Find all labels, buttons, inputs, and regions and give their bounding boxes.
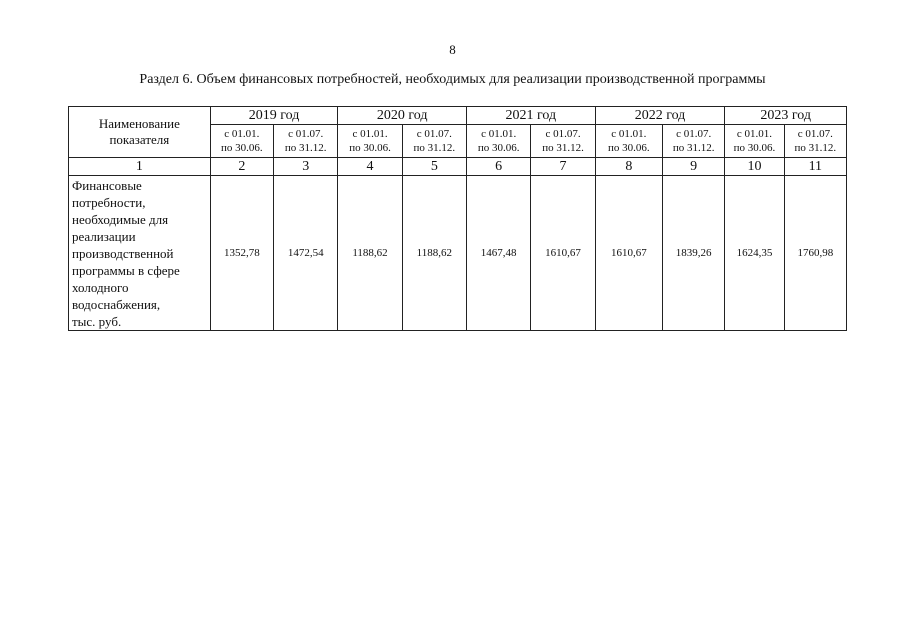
indicator-name-header [69, 107, 211, 158]
value-cell: 1610,67 [595, 176, 662, 331]
value-cell: 1188,62 [402, 176, 466, 331]
period-to: по 30.06. [221, 142, 263, 154]
period-from: с 01.07. [676, 128, 712, 140]
value-cell: 1839,26 [663, 176, 725, 331]
period-from: с 01.07. [288, 128, 324, 140]
column-number: 2 [210, 158, 273, 176]
column-number: 5 [402, 158, 466, 176]
period-from: с 01.01. [352, 128, 388, 140]
period-from: с 01.07. [416, 128, 452, 140]
period-from: с 01.01. [224, 128, 260, 140]
period-from: с 01.01. [611, 128, 647, 140]
indicator-name-line: программы в сфере [72, 263, 180, 278]
period-header [338, 125, 402, 158]
value-cell: 1624,35 [725, 176, 784, 331]
indicator-name-line: необходимые для [72, 212, 169, 227]
column-number: 6 [467, 158, 531, 176]
year-header: 2022 год [595, 107, 725, 125]
indicator-name-header-line: Наименование [98, 116, 180, 131]
value-cell: 1760,98 [784, 176, 846, 331]
period-header [595, 125, 662, 158]
period-to: по 31.12. [794, 142, 837, 154]
financial-needs-table [68, 106, 847, 331]
value-cell: 1352,78 [210, 176, 273, 331]
section-title: Раздел 6. Объем финансовых потребностей, необходимых для реализации производственной программы [139, 72, 766, 87]
column-number: 7 [531, 158, 595, 176]
indicator-name-line: потребности, [72, 195, 146, 210]
period-from: с 01.07. [797, 128, 833, 140]
period-header [210, 125, 273, 158]
indicator-name-line: реализации [72, 229, 136, 244]
value-cell: 1188,62 [338, 176, 402, 331]
column-number: 11 [784, 158, 846, 176]
period-header [402, 125, 466, 158]
period-to: по 30.06. [349, 142, 391, 154]
period-header [725, 125, 784, 158]
period-to: по 31.12. [672, 142, 715, 154]
period-to: по 31.12. [284, 142, 327, 154]
column-number: 3 [274, 158, 338, 176]
period-to: по 30.06. [477, 142, 520, 154]
year-header: 2021 год [467, 107, 596, 125]
value-cell: 1610,67 [531, 176, 595, 331]
indicator-name-line: холодного [72, 280, 129, 295]
period-header [467, 125, 531, 158]
period-to: по 30.06. [733, 142, 776, 154]
period-from: с 01.07. [545, 128, 581, 140]
column-number: 10 [725, 158, 784, 176]
value-cell: 1467,48 [467, 176, 531, 331]
column-number-row [69, 158, 847, 176]
indicator-name-line: Финансовые [72, 178, 142, 193]
column-number: 4 [338, 158, 402, 176]
year-header-row [69, 107, 847, 125]
period-header [784, 125, 846, 158]
period-to: по 31.12. [542, 142, 584, 154]
period-header [531, 125, 595, 158]
indicator-name-header-line: показателя [109, 132, 170, 147]
period-to: по 30.06. [608, 142, 650, 154]
column-number: 9 [663, 158, 725, 176]
column-number: 8 [595, 158, 662, 176]
indicator-name-line: тыс. руб. [72, 314, 122, 329]
period-header [274, 125, 338, 158]
period-header [663, 125, 725, 158]
year-header: 2023 год [725, 107, 847, 125]
page-number: 8 [449, 42, 456, 57]
indicator-name-line: водоснабжения, [72, 297, 161, 312]
year-header: 2019 год [210, 107, 338, 125]
value-cell: 1472,54 [274, 176, 338, 331]
column-number: 1 [69, 158, 211, 176]
indicator-name-cell [69, 176, 211, 331]
period-to: по 31.12. [413, 142, 456, 154]
period-from: с 01.01. [481, 128, 517, 140]
year-header: 2020 год [338, 107, 467, 125]
table-row [69, 176, 847, 331]
period-from: с 01.01. [736, 128, 773, 140]
indicator-name-line: производственной [72, 246, 174, 261]
